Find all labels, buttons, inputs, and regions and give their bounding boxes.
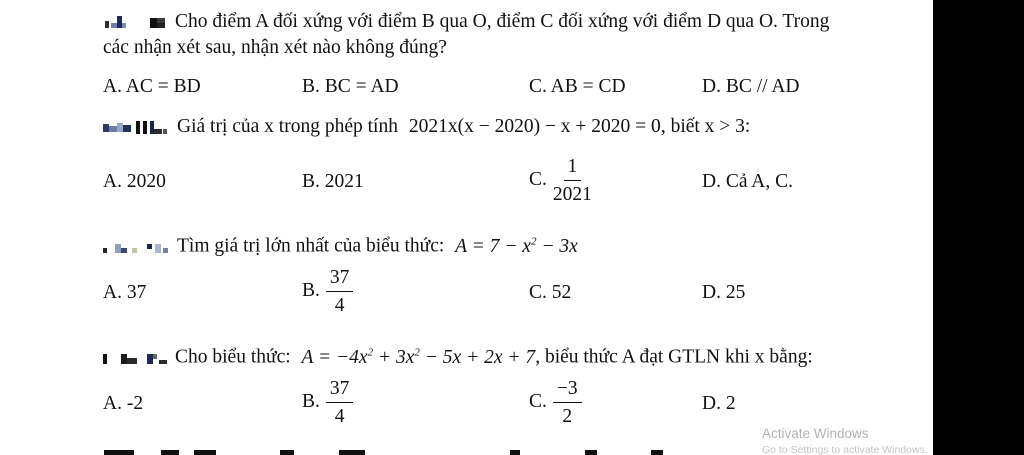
- question-1-option-a[interactable]: A. AC = BD: [103, 76, 201, 97]
- screen-edge: [933, 0, 1024, 455]
- question-4-option-c[interactable]: [529, 379, 582, 426]
- fraction-numerator: 37: [326, 268, 354, 292]
- question-1-line-1: [103, 10, 829, 34]
- fraction-denominator: 2021: [552, 183, 592, 205]
- option-label: B.: [302, 390, 320, 412]
- question-2-option-c[interactable]: [529, 157, 592, 204]
- question-3-option-b[interactable]: [302, 268, 353, 315]
- question-3-option-c[interactable]: C. 52: [529, 282, 572, 303]
- question-3-option-d[interactable]: D. 25: [702, 282, 746, 303]
- fraction: [553, 379, 582, 426]
- question-4-option-b[interactable]: [302, 379, 353, 426]
- fraction-denominator: 4: [334, 294, 345, 316]
- question-2-option-d[interactable]: D. Cả A, C.: [702, 171, 794, 192]
- question-2-option-a[interactable]: A. 2020: [103, 171, 166, 192]
- fraction-denominator: 4: [334, 405, 345, 427]
- question-4-line: [103, 340, 813, 370]
- question-1-option-d[interactable]: D. BC // AD: [702, 76, 800, 97]
- question-2-text: Giá trị của x trong phép tính: [177, 116, 398, 137]
- activate-windows-watermark: Activate Windows: [762, 426, 869, 441]
- redacted-question-number: [103, 240, 173, 254]
- activate-windows-hint: Go to Settings to activate Windows.: [762, 444, 928, 455]
- question-4-option-a[interactable]: A. -2: [103, 393, 144, 414]
- question-4-suffix: , biểu thức A đạt GTLN khi x bằng:: [535, 346, 813, 368]
- question-2-equation: 2021x(x − 2020) − x + 2020 = 0: [408, 116, 661, 137]
- redacted-question-number: [103, 120, 173, 134]
- fraction-denominator: 2: [562, 405, 573, 427]
- question-3-option-a[interactable]: A. 37: [103, 282, 147, 303]
- question-3-text: Tìm giá trị lớn nhất của biểu thức:: [177, 235, 445, 257]
- option-label: C.: [529, 390, 547, 412]
- question-4-expression: $A = -4x^2 + 3x^2 - 5x + 2x + 7$: [301, 346, 536, 368]
- question-2-line: [103, 115, 750, 139]
- fraction: [326, 268, 354, 315]
- question-4-text: Cho biểu thức:: [175, 346, 291, 368]
- clipped-next-line: [104, 448, 663, 455]
- question-4-option-d[interactable]: D. 2: [702, 393, 736, 414]
- fraction: [326, 379, 354, 426]
- redacted-question-number: [103, 351, 171, 365]
- fraction: [553, 157, 592, 204]
- question-3-expression: $A = 7 - x^2 - 3x$: [455, 235, 578, 257]
- fraction-numerator: −3: [553, 379, 582, 403]
- question-1-option-b[interactable]: B. BC = AD: [302, 76, 399, 97]
- question-1-text-line-1: Cho điểm A đối xứng với điểm B qua O, điểm C đối xứng với điểm D qua O. Trong: [175, 11, 830, 32]
- option-label: B.: [302, 279, 320, 301]
- question-2-option-b[interactable]: B. 2021: [302, 171, 364, 192]
- option-label: C.: [529, 168, 547, 190]
- question-1-option-c[interactable]: C. AB = CD: [529, 76, 626, 97]
- question-2-suffix: , biết x > 3:: [660, 116, 751, 137]
- fraction-numerator: 1: [564, 157, 582, 181]
- question-1-text-line-2: các nhận xét sau, nhận xét nào không đúng?: [103, 37, 447, 58]
- question-3-line: [103, 229, 578, 259]
- redacted-question-number: [103, 15, 171, 29]
- fraction-numerator: 37: [326, 379, 354, 403]
